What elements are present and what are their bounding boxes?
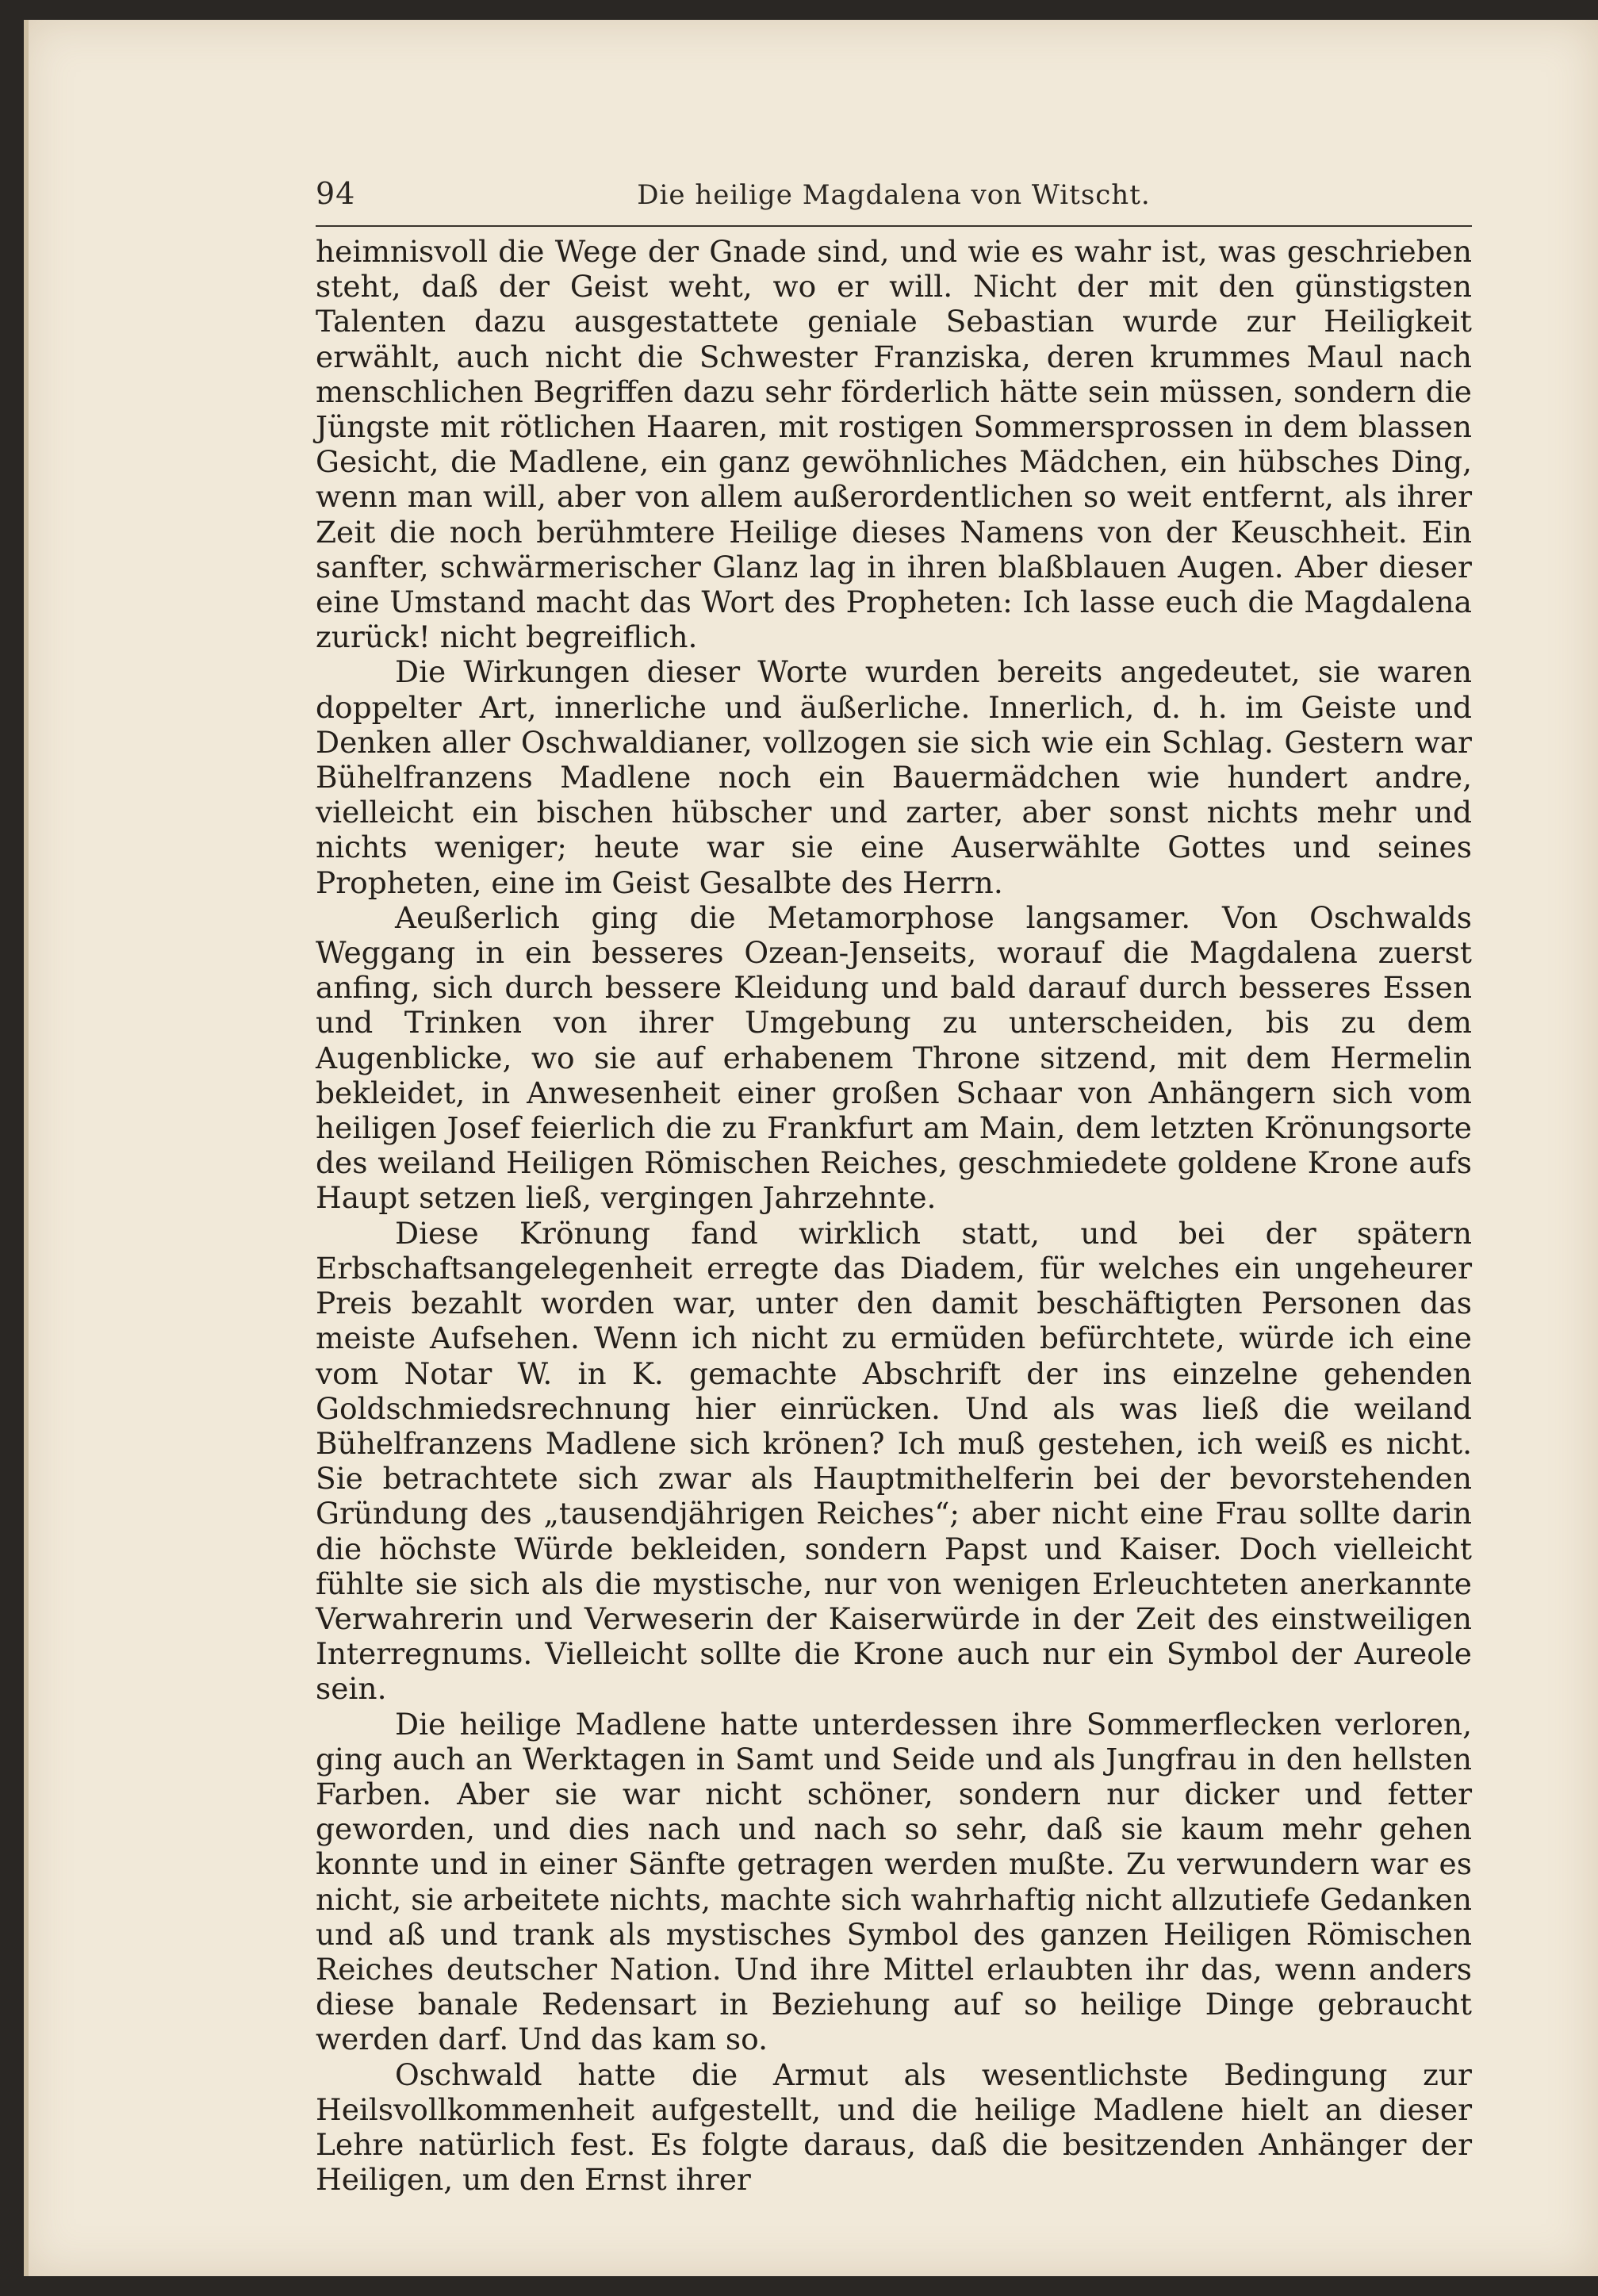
paragraph: Die Wirkungen dieser Worte wurden bereits angedeutet, sie waren doppelter Art, innerliche und äußerliche. Innerlich, d. h. im Geiste und Denken aller Oschwaldianer, vollzogen sie sich wie ein Schlag. Gestern war Bühelfranzens Madlene noch ein Bauermädchen wie hundert andre, vielleicht ein bischen hübscher und zarter, aber sonst nichts mehr und nichts weniger; heute war sie eine Auserwählte Gottes und seines Propheten, eine im Geist Gesalbte des Herrn. [316, 654, 1472, 900]
paragraph: Diese Krönung fand wirklich statt, und bei der spätern Erbschaftsangelegenheit erregte das Diadem, für welches ein ungeheurer Preis bezahlt worden war, unter den damit beschäftigten Personen das meiste Aufsehen. Wenn ich nicht zu ermüden befürchtete, würde ich eine vom Notar W. in K. gemachte Abschrift der ins einzelne gehenden Goldschmiedsrechnung hier einrücken. Und als was ließ die weiland Bühelfranzens Madlene sich krönen? Ich muß gestehen, ich weiß es nicht. Sie betrachtete sich zwar als Hauptmithelferin bei der bevorstehenden Gründung des „tausendjährigen Reiches“; aber nicht eine Frau sollte darin die höchste Würde bekleiden, sondern Papst und Kaiser. Doch vielleicht fühlte sie sich als die mystische, nur von wenigen Erleuchteten anerkannte Verwahrerin und Verweserin der Kaiserwürde in der Zeit des einstweiligen Interregnums. Vielleicht sollte die Krone auch nur ein Symbol der Aureole sein. [316, 1215, 1472, 1707]
page-number: 94 [316, 176, 356, 211]
header-rule [316, 225, 1472, 227]
body-text [316, 234, 1472, 2197]
paragraph: Die heilige Madlene hatte unterdessen ihre Sommerflecken verloren, ging auch an Werktagen in Samt und Seide und als Jungfrau in den hellsten Farben. Aber sie war nicht schöner, sondern nur dicker und fetter geworden, und dies nach und nach so sehr, daß sie kaum mehr gehen konnte und in einer Sänfte getragen werden mußte. Zu verwundern war es nicht, sie arbeitete nichts, machte sich wahrhaftig nicht allzutiefe Gedanken und aß und trank als mystisches Symbol des ganzen Heiligen Römischen Reiches deutscher Nation. Und ihre Mittel erlaubten ihr das, wenn anders diese banale Redensart in Beziehung auf so heilige Dinge gebraucht werden darf. Und das kam so. [316, 1706, 1472, 2057]
page-header [316, 176, 1472, 220]
page-edge [24, 20, 29, 2276]
paragraph: Aeußerlich ging die Metamorphose langsamer. Von Oschwalds Weggang in ein besseres Ozean-Jenseits, worauf die Magdalena zuerst anfing, sich durch bessere Kleidung und bald darauf durch besseres Essen und Trinken von ihrer Umgebung zu unterscheiden, bis zu dem Augenblicke, wo sie auf erhabenem Throne sitzend, mit dem Hermelin bekleidet, in Anwesenheit einer großen Schaar von Anhängern sich vom heiligen Josef feierlich die zu Frankfurt am Main, dem letzten Krönungsorte des weiland Heiligen Römischen Reiches, geschmiedete goldene Krone aufs Haupt setzen ließ, vergingen Jahrzehnte. [316, 899, 1472, 1216]
paragraph: Oschwald hatte die Armut als wesentlichste Bedingung zur Heilsvollkommenheit aufgestellt, und die heilige Madlene hielt an dieser Lehre natürlich fest. Es folgte daraus, daß die besitzenden Anhänger der Heiligen, um den Ernst ihrer [316, 2056, 1472, 2198]
paragraph: heimnisvoll die Wege der Gnade sind, und wie es wahr ist, was geschrieben steht, daß der Geist weht, wo er will. Nicht der mit den günstigsten Talenten dazu ausgestattete geniale Sebastian wurde zur Heiligkeit erwählt, auch nicht die Schwester Franziska, deren krummes Maul nach menschlichen Begriffen dazu sehr förderlich hätte sein müssen, sondern die Jüngste mit rötlichen Haaren, mit rostigen Sommersprossen in dem blassen Gesicht, die Madlene, ein ganz gewöhnliches Mädchen, ein hübsches Ding, wenn man will, aber von allem außerordentlichen so weit entfernt, als ihrer Zeit die noch berühmtere Heilige dieses Namens von der Keuschheit. Ein sanfter, schwärmerischer Glanz lag in ihren blaßblauen Augen. Aber dieser eine Umstand macht das Wort des Propheten: Ich lasse euch die Magdalena zurück! nicht begreiflich. [316, 234, 1472, 655]
running-title: Die heilige Magdalena von Witscht. [637, 179, 1151, 211]
